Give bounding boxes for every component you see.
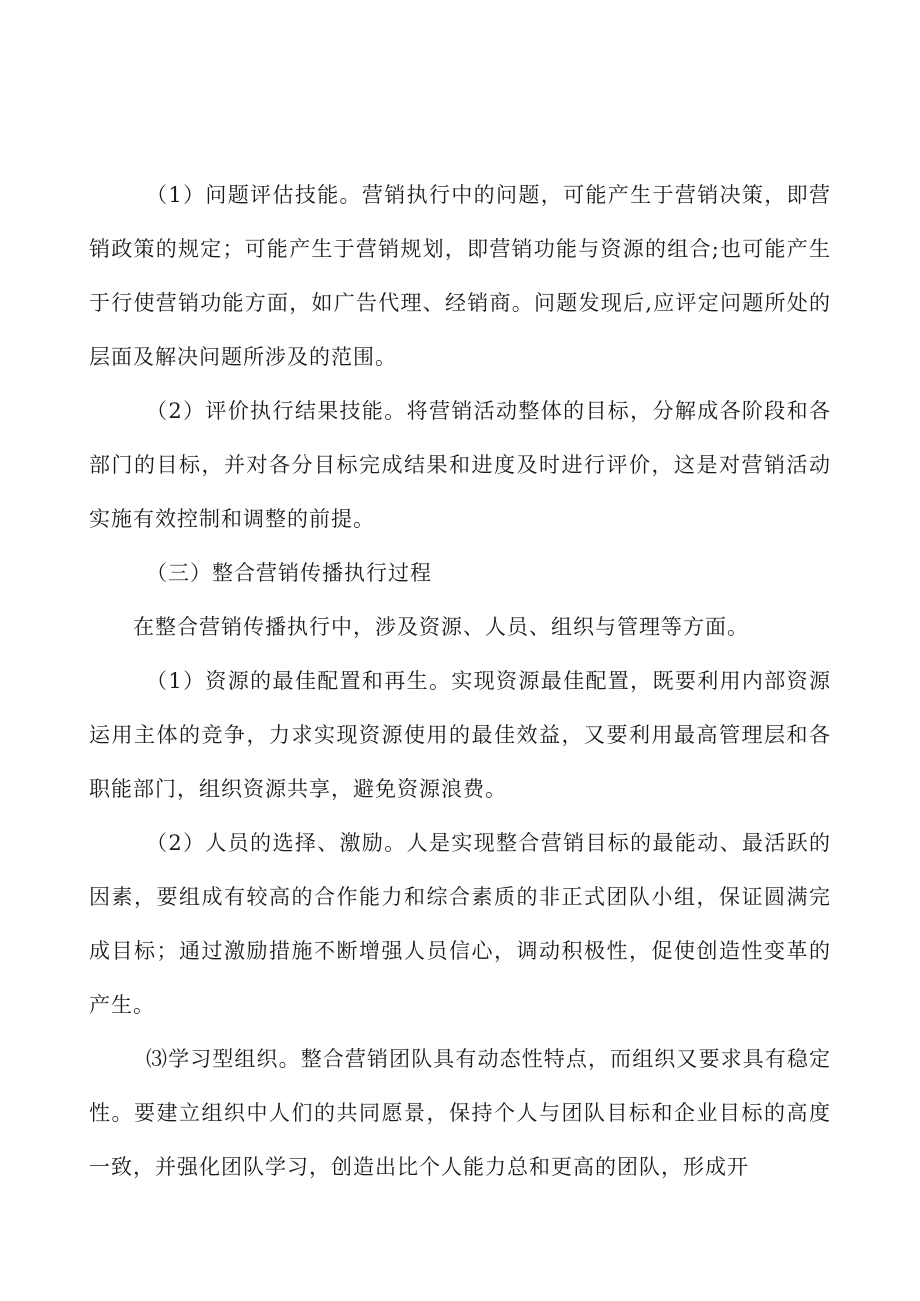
paragraph-intro: 在整合营销传播执行中，涉及资源、人员、组织与管理等方面。 bbox=[133, 615, 749, 639]
paragraph-result-evaluation: （2）评价执行结果技能。将营销活动整体的目标，分解成各阶段和各部门的目标，并对各分目标完成结果和进度及时进行评价，这是对营销活动实施有效控制和调整的前提。 bbox=[89, 399, 831, 531]
document-body bbox=[89, 168, 831, 1194]
paragraph-learning-organization: ⑶学习型组织。整合营销团队具有动态性特点，而组织又要求具有稳定性。要建立组织中人们的共同愿景，保持个人与团队目标和企业目标的高度一致，并强化团队学习，创造出比个人能力总和更高的团队，形成开 bbox=[89, 1047, 831, 1179]
paragraph-problem-assessment: （1）问题评估技能。营销执行中的问题，可能产生于营销决策，即营销政策的规定；可能产生于营销规划，即营销功能与资源的组合;也可能产生于行使营销功能方面，如广告代理、经销商。问题发现后,应评定问题所处的层面及解决问题所涉及的范围。 bbox=[89, 183, 831, 369]
paragraph-personnel: （2）人员的选择、激励。人是实现整合营销目标的最能动、最活跃的因素，要组成有较高的合作能力和综合素质的非正式团队小组，保证圆满完成目标；通过激励措施不断增强人员信心，调动积极性，促使创造性变革的产生。 bbox=[89, 831, 831, 1017]
paragraph-resource-allocation: （1）资源的最佳配置和再生。实现资源最佳配置，既要利用内部资源运用主体的竞争，力求实现资源使用的最佳效益，又要利用最高管理层和各职能部门，组织资源共享，避免资源浪费。 bbox=[89, 669, 831, 801]
section-heading: （三）整合营销传播执行过程 bbox=[146, 561, 432, 585]
